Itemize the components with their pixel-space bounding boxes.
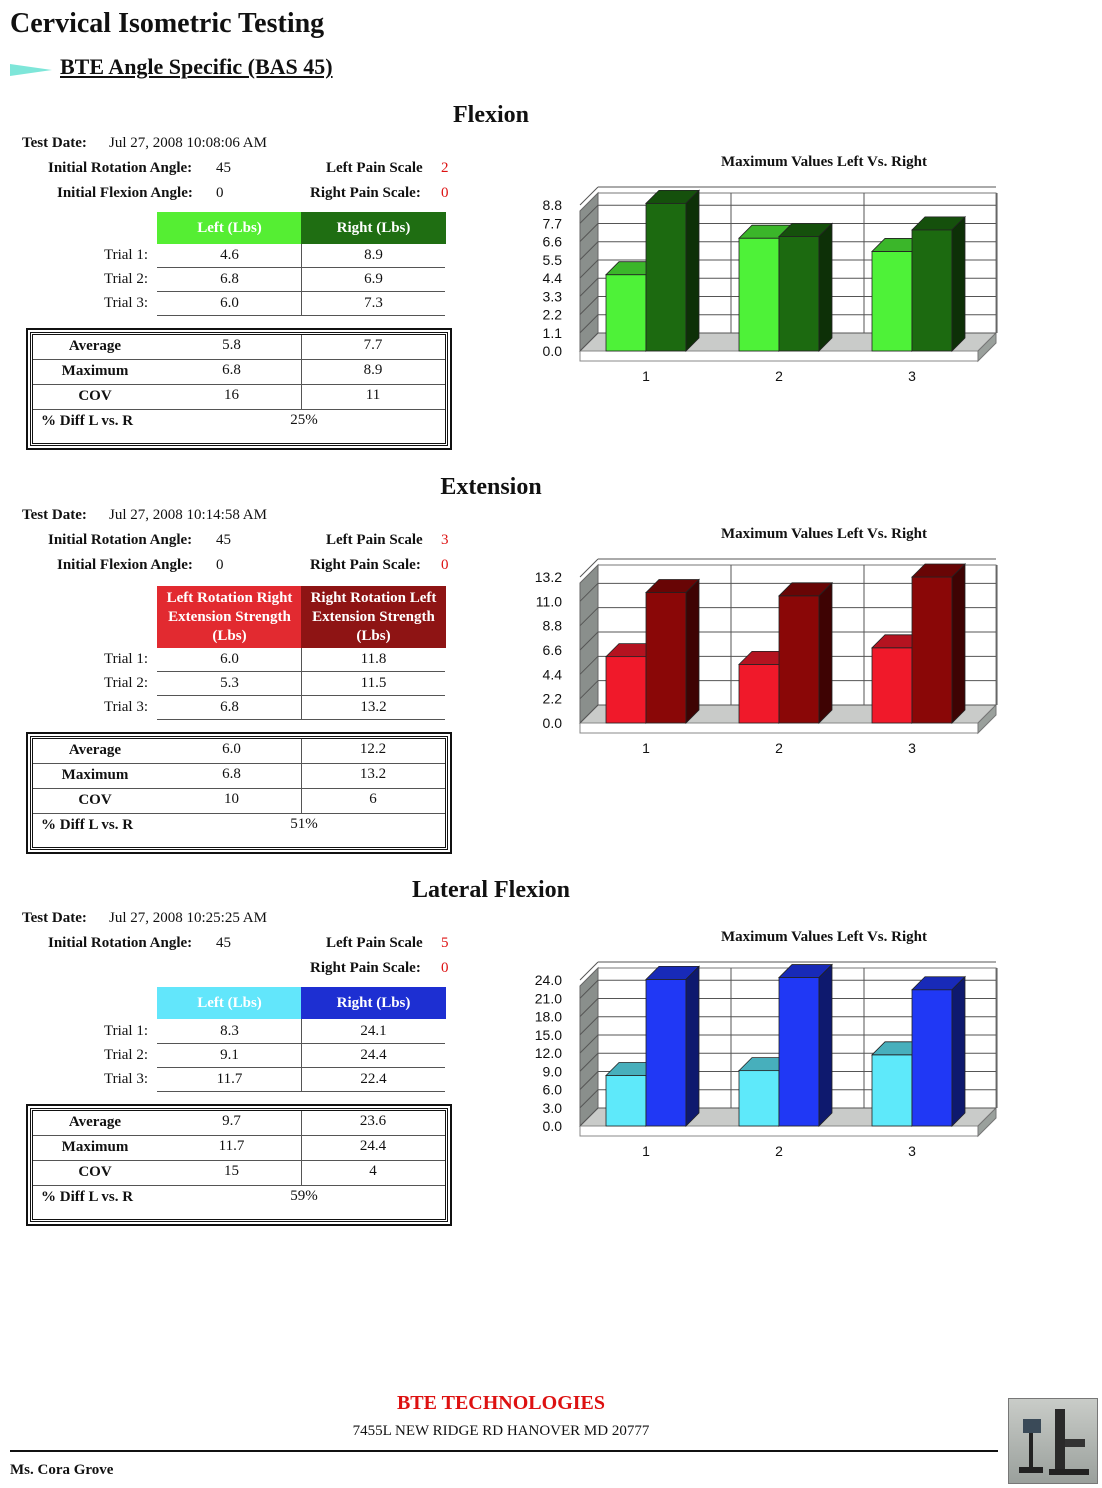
trial-3-label: Trial 3: xyxy=(103,295,148,311)
trial-3-right: 7.3 xyxy=(364,295,383,311)
equipment-image-icon xyxy=(1009,1399,1097,1483)
bar-chart-lateral-flexion xyxy=(520,950,1010,1170)
left-column-header: Left (Lbs) xyxy=(157,987,302,1019)
x-tick-label: 1 xyxy=(642,740,650,756)
cov-right: 6 xyxy=(369,791,377,807)
right-pain-label: Right Pain Scale: xyxy=(310,185,421,201)
bar-side xyxy=(686,190,699,351)
bar-chart-extension xyxy=(520,547,1010,767)
cov-right: 11 xyxy=(365,387,381,403)
left-column-header: Left (Lbs) xyxy=(157,212,302,244)
trial-1-right: 24.1 xyxy=(360,1023,387,1039)
trial-2-right: 6.9 xyxy=(364,271,383,287)
footer-rule xyxy=(10,1450,998,1452)
maximum-label: Maximum xyxy=(61,363,129,379)
right-column-header: Right (Lbs) xyxy=(301,987,446,1019)
bar-right xyxy=(912,230,952,351)
x-tick-label: 3 xyxy=(908,1143,916,1159)
trial-2-right: 24.4 xyxy=(360,1047,387,1063)
bar-left xyxy=(872,251,912,351)
bar-left xyxy=(606,275,646,351)
left-pain-label: Left Pain Scale xyxy=(326,935,423,951)
bar-right xyxy=(912,577,952,723)
cov-label: COV xyxy=(78,388,112,404)
x-tick-label: 3 xyxy=(908,368,916,384)
bar-side xyxy=(952,977,965,1126)
bar-left xyxy=(739,664,779,723)
y-tick-label: 8.8 xyxy=(542,617,562,634)
bar-right xyxy=(646,203,686,351)
trial-1-label: Trial 1: xyxy=(103,651,148,667)
cov-left: 10 xyxy=(224,791,239,807)
y-tick-label: 5.5 xyxy=(542,251,562,268)
chart-side-wall xyxy=(580,968,598,1126)
y-tick-label: 2.2 xyxy=(542,690,562,707)
maximum-label: Maximum xyxy=(61,767,129,783)
page-title: Cervical Isometric Testing xyxy=(10,8,325,39)
maximum-label: Maximum xyxy=(61,1139,129,1155)
trial-2-right: 11.5 xyxy=(360,675,387,691)
x-tick-label: 1 xyxy=(642,368,650,384)
y-tick-label: 4.4 xyxy=(542,270,562,286)
cov-label: COV xyxy=(78,1164,112,1180)
chart-ledge xyxy=(580,723,978,733)
average-left: 5.8 xyxy=(222,337,241,353)
maximum-left: 6.8 xyxy=(222,766,241,782)
left-pain-label: Left Pain Scale xyxy=(326,160,423,176)
right-pain-value: 0 xyxy=(441,557,449,573)
trial-3-right: 13.2 xyxy=(360,699,387,715)
bar-right xyxy=(779,978,819,1126)
page-subtitle: BTE Angle Specific (BAS 45) xyxy=(60,54,333,79)
y-tick-label: 4.4 xyxy=(542,666,562,683)
bar-side xyxy=(819,224,832,351)
right-column-header: Right Rotation Left Extension Strength (Lbs) xyxy=(301,586,446,648)
y-tick-label: 2.2 xyxy=(542,306,562,323)
initial-rotation-value: 45 xyxy=(216,935,231,951)
bar-side xyxy=(819,583,832,723)
test-date-label: Test Date: xyxy=(22,910,87,926)
maximum-left: 6.8 xyxy=(222,362,241,378)
average-right: 7.7 xyxy=(363,337,383,353)
trial-2-label: Trial 2: xyxy=(103,271,148,287)
trial-3-right: 22.4 xyxy=(360,1071,387,1087)
y-tick-label: 21.0 xyxy=(534,990,562,1007)
trial-2-left: 6.8 xyxy=(220,271,239,287)
chart-title: Maximum Values Left Vs. Right xyxy=(721,154,927,170)
diff-value: 59% xyxy=(290,1188,318,1204)
y-tick-label: 0.0 xyxy=(542,715,562,731)
bar-side xyxy=(819,965,832,1126)
chart-side-wall xyxy=(580,193,598,351)
initial-rotation-label: Initial Rotation Angle: xyxy=(48,935,193,951)
chart-side-wall xyxy=(580,565,598,723)
initial-rotation-label: Initial Rotation Angle: xyxy=(48,532,193,548)
x-tick-label: 3 xyxy=(908,740,916,756)
test-date-value: Jul 27, 2008 10:08:06 AM xyxy=(109,135,267,151)
bar-right xyxy=(779,237,819,351)
trial-2-label: Trial 2: xyxy=(103,1047,148,1063)
section-title-lateral-flexion: Lateral Flexion xyxy=(412,877,570,903)
average-right: 23.6 xyxy=(359,1113,387,1129)
trial-1-left: 4.6 xyxy=(220,247,239,263)
initial-flexion-label: Initial Flexion Angle: xyxy=(57,557,193,573)
bar-left xyxy=(872,648,912,723)
y-tick-label: 6.0 xyxy=(542,1081,562,1098)
y-tick-label: 3.0 xyxy=(542,1099,562,1116)
divider xyxy=(301,244,302,316)
diff-label: % Diff L vs. R xyxy=(41,1189,134,1205)
right-pain-label: Right Pain Scale: xyxy=(310,960,421,976)
divider xyxy=(301,648,302,720)
diff-value: 51% xyxy=(290,816,318,832)
bar-side xyxy=(686,579,699,723)
cov-label: COV xyxy=(78,792,112,808)
cov-left: 15 xyxy=(224,1163,239,1179)
y-tick-label: 8.8 xyxy=(542,197,562,213)
average-label: Average xyxy=(68,1114,122,1130)
patient-name: Ms. Cora Grove xyxy=(10,1462,114,1478)
left-pain-value: 5 xyxy=(441,935,449,951)
test-date-value: Jul 27, 2008 10:14:58 AM xyxy=(109,507,267,523)
y-tick-label: 0.0 xyxy=(542,343,562,359)
trial-2-left: 9.1 xyxy=(220,1047,239,1063)
trial-1-right: 8.9 xyxy=(364,247,383,263)
trial-3-label: Trial 3: xyxy=(103,699,148,715)
bar-left xyxy=(606,1076,646,1126)
maximum-right: 8.9 xyxy=(363,362,383,378)
initial-rotation-value: 45 xyxy=(216,532,231,548)
bar-left xyxy=(739,1071,779,1126)
equipment-photo xyxy=(1008,1398,1098,1484)
initial-flexion-value: 0 xyxy=(216,557,224,573)
summary-table xyxy=(30,736,448,850)
bar-left xyxy=(739,238,779,351)
y-tick-label: 0.0 xyxy=(542,1118,562,1134)
left-column-header: Left Rotation Right Extension Strength (Lbs) xyxy=(157,586,302,648)
y-tick-label: 3.3 xyxy=(542,288,562,305)
initial-flexion-value: 0 xyxy=(216,185,224,201)
diff-label: % Diff L vs. R xyxy=(41,817,134,833)
company-address: 7455L NEW RIDGE RD HANOVER MD 20777 xyxy=(352,1423,650,1439)
trial-3-label: Trial 3: xyxy=(103,1071,148,1087)
cov-left: 16 xyxy=(224,387,239,403)
test-date-value: Jul 27, 2008 10:25:25 AM xyxy=(109,910,267,926)
chart-ledge xyxy=(580,351,978,361)
company-name: BTE TECHNOLOGIES xyxy=(396,1392,606,1414)
y-tick-label: 24.0 xyxy=(534,972,562,988)
average-label: Average xyxy=(68,338,122,354)
y-tick-label: 6.6 xyxy=(542,642,562,658)
arrow-icon xyxy=(10,62,52,78)
bar-side xyxy=(686,966,699,1126)
divider xyxy=(301,1111,302,1186)
divider xyxy=(301,1019,302,1092)
left-pain-value: 2 xyxy=(441,160,449,176)
chart-title: Maximum Values Left Vs. Right xyxy=(721,929,927,945)
bar-left xyxy=(872,1055,912,1126)
right-pain-value: 0 xyxy=(441,960,449,976)
trial-3-left: 11.7 xyxy=(216,1071,243,1087)
test-date-label: Test Date: xyxy=(22,507,87,523)
initial-rotation-value: 45 xyxy=(216,160,231,176)
chart-ledge xyxy=(580,1126,978,1136)
trial-1-label: Trial 1: xyxy=(103,1023,148,1039)
right-pain-label: Right Pain Scale: xyxy=(310,557,421,573)
y-tick-label: 18.0 xyxy=(534,1008,562,1025)
y-tick-label: 11.0 xyxy=(535,593,562,610)
average-left: 9.7 xyxy=(222,1113,241,1129)
trial-1-right: 11.8 xyxy=(360,651,387,667)
left-pain-label: Left Pain Scale xyxy=(326,532,423,548)
trial-3-left: 6.0 xyxy=(220,295,239,311)
trial-1-left: 8.3 xyxy=(220,1023,239,1039)
initial-rotation-label: Initial Rotation Angle: xyxy=(48,160,193,176)
left-pain-value: 3 xyxy=(441,532,449,548)
y-tick-label: 6.6 xyxy=(542,233,562,250)
trial-3-left: 6.8 xyxy=(220,699,239,715)
x-tick-label: 2 xyxy=(775,740,783,756)
diff-label: % Diff L vs. R xyxy=(41,413,134,429)
average-left: 6.0 xyxy=(222,741,241,757)
bar-left xyxy=(606,657,646,723)
maximum-right: 24.4 xyxy=(359,1138,387,1154)
summary-table xyxy=(30,332,448,446)
right-column-header: Right (Lbs) xyxy=(301,212,446,244)
test-date-label: Test Date: xyxy=(22,135,87,151)
chart-title: Maximum Values Left Vs. Right xyxy=(721,526,927,542)
maximum-right: 13.2 xyxy=(359,766,387,782)
bar-right xyxy=(646,979,686,1126)
section-title-extension: Extension xyxy=(440,474,542,500)
y-tick-label: 12.0 xyxy=(534,1045,562,1061)
trial-2-label: Trial 2: xyxy=(103,675,148,691)
bar-chart-flexion xyxy=(520,175,1010,395)
bar-right xyxy=(779,596,819,723)
y-tick-label: 15.0 xyxy=(534,1026,562,1043)
summary-table xyxy=(30,1108,448,1222)
cov-right: 4 xyxy=(369,1163,377,1179)
trial-1-left: 6.0 xyxy=(220,651,239,667)
divider xyxy=(301,335,302,410)
section-title-flexion: Flexion xyxy=(453,102,529,128)
y-tick-label: 1.1 xyxy=(542,324,562,341)
bar-side xyxy=(952,217,965,351)
y-tick-label: 9.0 xyxy=(542,1063,562,1080)
bar-right xyxy=(646,592,686,723)
x-tick-label: 1 xyxy=(642,1143,650,1159)
y-tick-label: 7.7 xyxy=(542,215,562,232)
x-tick-label: 2 xyxy=(775,1143,783,1159)
diff-value: 25% xyxy=(290,412,318,428)
trial-2-left: 5.3 xyxy=(220,675,239,691)
bar-right xyxy=(912,990,952,1126)
initial-flexion-label: Initial Flexion Angle: xyxy=(57,185,193,201)
y-tick-label: 13.2 xyxy=(534,569,562,585)
divider xyxy=(301,739,302,814)
x-tick-label: 2 xyxy=(775,368,783,384)
trial-1-label: Trial 1: xyxy=(103,247,148,263)
average-right: 12.2 xyxy=(359,741,387,757)
right-pain-value: 0 xyxy=(441,185,449,201)
average-label: Average xyxy=(68,742,122,758)
bar-side xyxy=(952,564,965,723)
maximum-left: 11.7 xyxy=(218,1138,245,1154)
